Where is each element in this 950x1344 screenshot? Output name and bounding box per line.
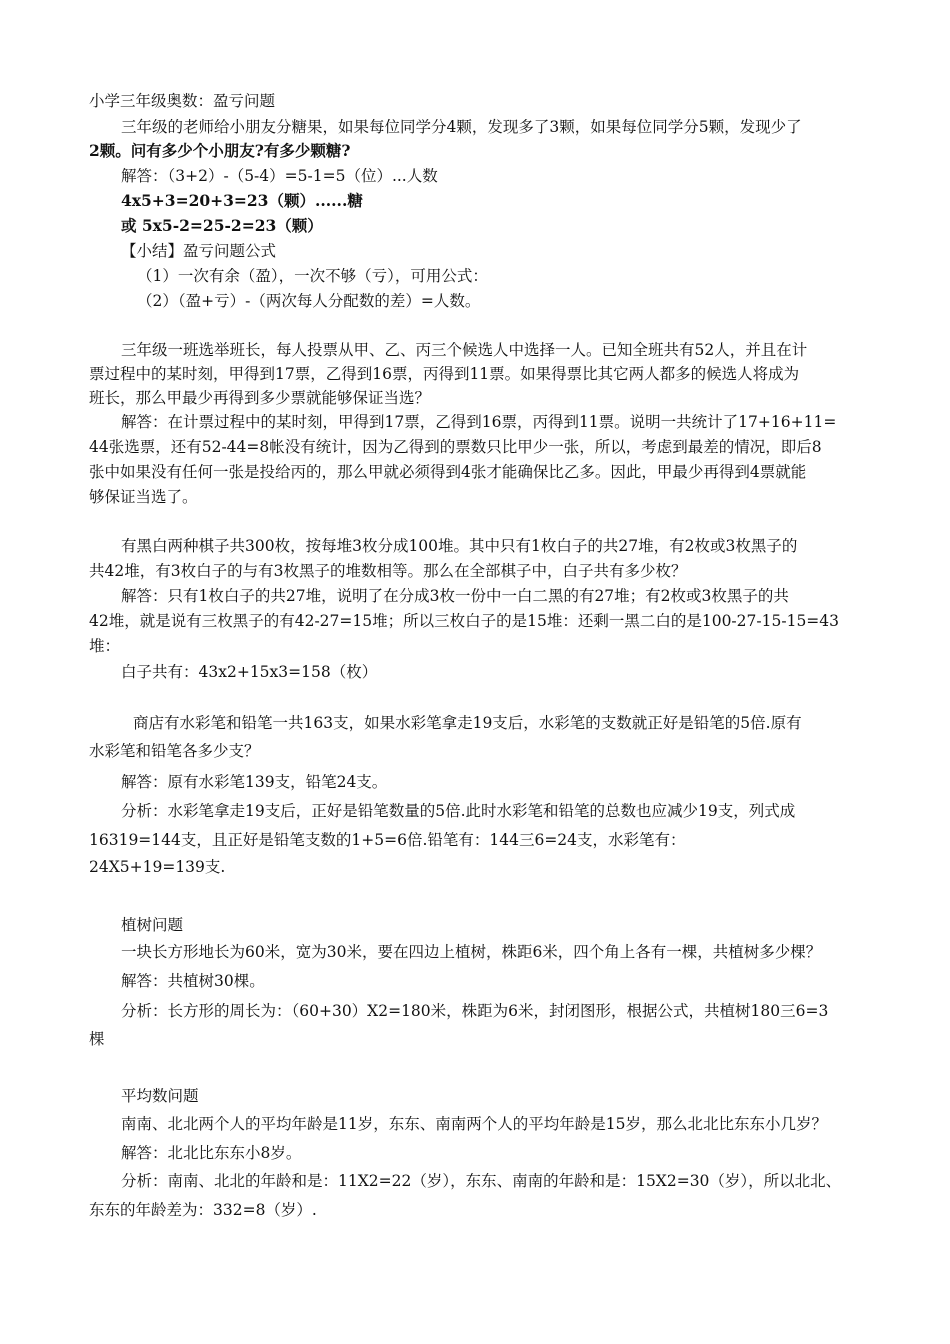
problem-1-text-cont: 2颗。问有多少个小朋友?有多少颗糖? <box>89 141 351 160</box>
problem-5-analysis: 分析：长方形的周长为：（60+30）X2=180米，株距为6米，封闭图形，根据公式，共植树180三6=3 <box>121 1002 829 1020</box>
problem-2-answer-cont: 张中如果没有任何一张是投给丙的，那么甲就必须得到4张才能确保比乙多。因此，甲最少再得到4票就能 <box>89 463 807 481</box>
problem-3-answer-cont: 堆： <box>89 637 121 655</box>
summary-item: （1）一次有余（盈），一次不够（亏），可用公式： <box>137 267 488 285</box>
problem-3-answer-cont: 42堆，就是说有三枚黑子的有42-27=15堆；所以三枚白子的是15堆：还剩一黑二白的是100-27-15-15=43 <box>89 612 840 630</box>
problem-1-answer-line: 4x5+3=20+3=23（颗）......糖 <box>121 191 363 210</box>
problem-5-text: 一块长方形地长为60米，宽为30米，要在四边上植树，株距6米，四个角上各有一棵，共植树多少棵？ <box>121 943 822 961</box>
problem-4-analysis: 分析：水彩笔拿走19支后，正好是铅笔数量的5倍.此时水彩笔和铅笔的总数也应减少19支，列式成 <box>121 802 796 820</box>
problem-6-analysis-cont: 东东的年龄差为：332=8（岁）. <box>89 1201 317 1219</box>
problem-2-answer: 解答：在计票过程中的某时刻，甲得到17票，乙得到16票，丙得到11票。说明一共统计了17+16+11= <box>121 413 837 431</box>
problem-2-text: 三年级一班选举班长，每人投票从甲、乙、丙三个候选人中选择一人。已知全班共有52人，并且在计 <box>121 341 808 359</box>
problem-4-analysis-cont: 24X5+19=139支. <box>89 858 226 876</box>
problem-3-text-cont: 共42堆，有3枚白子的与有3枚黑子的堆数相等。那么在全部棋子中，白子共有多少枚？ <box>89 562 687 580</box>
problem-5-answer: 解答：共植树30棵。 <box>121 972 265 990</box>
problem-6-analysis: 分析：南南、北北的年龄和是：11X2=22（岁），东东、南南的年龄和是：15X2=30（岁），所以北北、 <box>121 1172 842 1190</box>
problem-2-text-cont: 班长，那么甲最少再得到多少票就能够保证当选？ <box>89 389 431 407</box>
summary-item: （2）（盈+亏）-（两次每人分配数的差）=人数。 <box>137 292 481 310</box>
problem-6-text: 南南、北北两个人的平均年龄是11岁，东东、南南两个人的平均年龄是15岁，那么北北比东东小几岁？ <box>121 1115 827 1133</box>
problem-5-analysis-cont: 棵 <box>89 1030 105 1048</box>
problem-3-answer: 解答：只有1枚白子的共27堆，说明了在分成3枚一份中一白二黑的有27堆；有2枚或3枚黑子的共 <box>121 587 789 605</box>
problem-6-answer: 解答：北北比东东小8岁。 <box>121 1144 302 1162</box>
problem-4-analysis-cont: 16319=144支，且正好是铅笔支数的1+5=6倍.铅笔有：144三6=24支，水彩笔有： <box>89 831 686 849</box>
section-title-tree-planting: 植树问题 <box>121 916 184 934</box>
problem-4-text-cont: 水彩笔和铅笔各多少支？ <box>89 742 260 760</box>
problem-2-text-cont: 票过程中的某时刻，甲得到17票，乙得到16票，丙得到11票。如果得票比其它两人都多的候选人将成为 <box>89 365 800 383</box>
problem-3-text: 有黑白两种棋子共300枚，按每堆3枚分成100堆。其中只有1枚白子的共27堆，有2枚或3枚黑子的 <box>121 537 798 555</box>
problem-2-answer-cont: 够保证当选了。 <box>89 488 198 506</box>
problem-1-text: 三年级的老师给小朋友分糖果，如果每位同学分4颗，发现多了3颗，如果每位同学分5颗，发现少了 <box>121 118 802 136</box>
problem-3-result: 白子共有：43x2+15x3=158（枚） <box>121 663 378 681</box>
problem-4-text: 商店有水彩笔和铅笔一共163支，如果水彩笔拿走19支后，水彩笔的支数就正好是铅笔的5倍.原有 <box>133 714 802 732</box>
section-title-average: 平均数问题 <box>121 1087 199 1105</box>
summary-title: 【小结】盈亏问题公式 <box>121 242 277 260</box>
problem-4-answer: 解答：原有水彩笔139支，铅笔24支。 <box>121 773 388 791</box>
document-heading: 小学三年级奥数：盈亏问题 <box>89 92 276 110</box>
problem-1-answer: 解答：（3+2）-（5-4）=5-1=5（位）...人数 <box>121 167 438 185</box>
problem-1-answer-line: 或 5x5-2=25-2=23（颗） <box>121 216 323 235</box>
problem-2-answer-cont: 44张选票，还有52-44=8帐没有统计，因为乙得到的票数只比甲少一张，所以，考虑到最差的情况，即后8 <box>89 438 822 456</box>
